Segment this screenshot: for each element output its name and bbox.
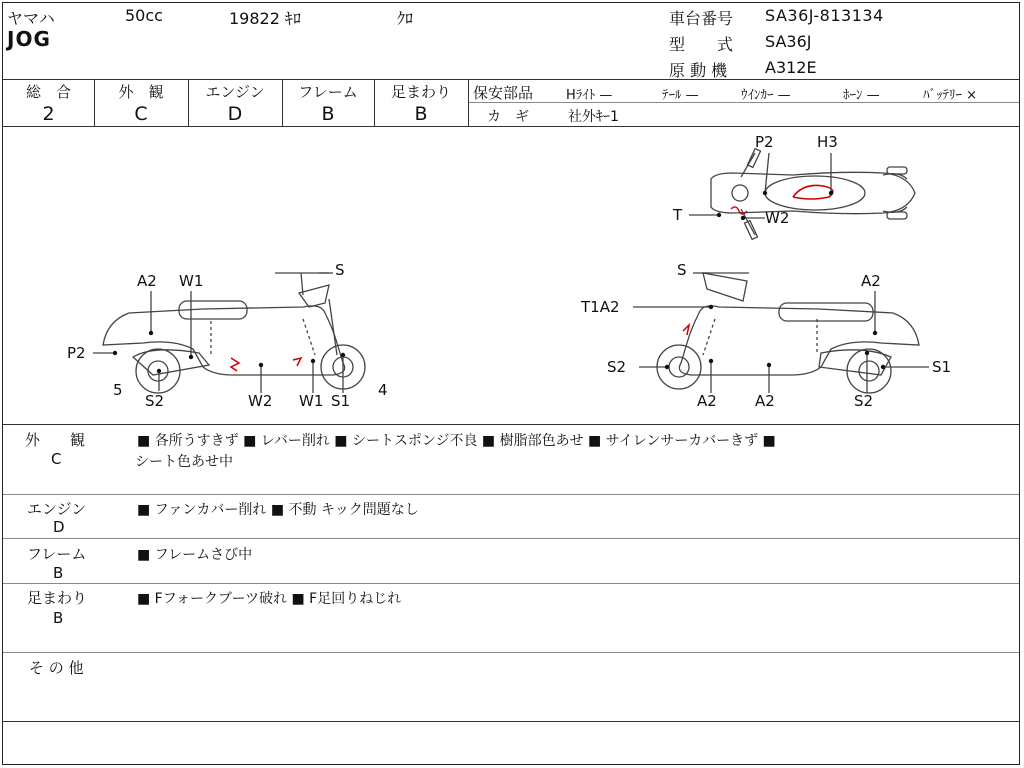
displacement: 50cc	[125, 6, 163, 25]
label-left-s2: S2	[145, 392, 165, 410]
label-right-a2: A2	[861, 272, 881, 290]
grade-exterior-value: C	[134, 103, 148, 125]
label-left-p2: P2	[67, 344, 86, 362]
damage-diagrams	[3, 3, 1019, 423]
label-right-a2b: A2	[697, 392, 717, 410]
safety-winker: ｳｲﾝｶｰ —	[741, 88, 791, 103]
notes-suspension-line1: ■ Fフォークブーツ破れ ■ F足回りねじれ	[137, 591, 402, 607]
label-right-t1a2: T1A2	[581, 298, 620, 316]
grade-frame-label: フレーム	[298, 83, 358, 101]
frame-no-label: 車台番号	[669, 9, 734, 28]
label-right-s2b: S2	[854, 392, 874, 410]
label-left-4: 4	[378, 381, 388, 399]
key-label: カ ギ	[487, 109, 529, 125]
label-left-w1: W1	[179, 272, 204, 290]
safety-horn: ﾎｰﾝ —	[843, 88, 880, 103]
top-view-scooter	[711, 149, 915, 240]
mileage: 19822 ｷﾛ	[229, 9, 301, 28]
notes-suspension-label: 足まわり	[27, 589, 88, 607]
notes-suspension-grade: B	[53, 609, 64, 627]
notes-engine-line1: ■ ファンカバー削れ ■ 不動 キック問題なし	[137, 502, 419, 518]
engine-value: A312E	[765, 58, 817, 77]
grade-exterior-label: 外 観	[118, 83, 164, 101]
grade-total-label: 総 合	[25, 83, 71, 101]
notes-other-label: そ の 他	[29, 659, 84, 677]
label-left-w2: W2	[248, 392, 273, 410]
label-top-p2: P2	[755, 133, 774, 151]
notes-frame-grade: B	[53, 564, 64, 582]
key-value: 社外ｷｰ1	[568, 109, 619, 125]
notes-engine-label: エンジン	[27, 500, 87, 518]
label-right-s: S	[677, 261, 687, 279]
notes-exterior-line2: シート色あせ中	[135, 454, 233, 470]
label-top-t: T	[673, 206, 683, 224]
notes-exterior-line1: ■ 各所うすきず ■ レバー削れ ■ シートスポンジ不良 ■ 樹脂部色あせ ■ サイレンサーカバーきず ■	[137, 433, 776, 449]
model-name: JOG	[7, 27, 51, 51]
notes-frame-label: フレーム	[27, 545, 87, 563]
notes-frame-line1: ■ フレームさび中	[137, 547, 253, 563]
label-left-a2: A2	[137, 272, 157, 290]
grade-suspension-label: 足まわり	[390, 83, 451, 101]
label-top-w2: W2	[765, 209, 790, 227]
grade-total-value: 2	[42, 103, 55, 125]
safety-headlight: Hﾗｲﾄ —	[566, 88, 613, 103]
type-value: SA36J	[765, 32, 812, 51]
safety-battery: ﾊﾞｯﾃﾘｰ ×	[923, 88, 978, 103]
grade-frame-value: B	[321, 103, 335, 125]
inspection-sheet	[2, 2, 1020, 765]
left-side-scooter	[103, 273, 365, 393]
label-right-s1: S1	[932, 358, 952, 376]
label-right-a2c: A2	[755, 392, 775, 410]
grade-suspension-value: B	[414, 103, 428, 125]
right-side-scooter	[657, 273, 919, 393]
notes-exterior-label: 外 観	[25, 431, 86, 449]
label-left-s: S	[335, 261, 345, 279]
notes-exterior-grade: C	[51, 450, 62, 468]
safety-taillight: ﾃｰﾙ —	[662, 88, 699, 103]
notes-engine-grade: D	[53, 518, 65, 536]
label-left-w1b: W1	[299, 392, 324, 410]
type-label: 型 式	[669, 35, 734, 54]
safety-label: 保安部品	[473, 84, 534, 102]
label-left-5: 5	[113, 381, 123, 399]
frame-no: SA36J-813134	[765, 6, 884, 25]
grade-engine-label: エンジン	[205, 83, 265, 101]
label-left-s1: S1	[331, 392, 351, 410]
color: ｸﾛ	[397, 9, 414, 28]
engine-label: 原 動 機	[669, 61, 728, 80]
label-right-s2: S2	[607, 358, 627, 376]
label-top-h3: H3	[817, 133, 838, 151]
maker: ヤマハ	[7, 9, 55, 28]
grade-engine-value: D	[227, 103, 243, 125]
